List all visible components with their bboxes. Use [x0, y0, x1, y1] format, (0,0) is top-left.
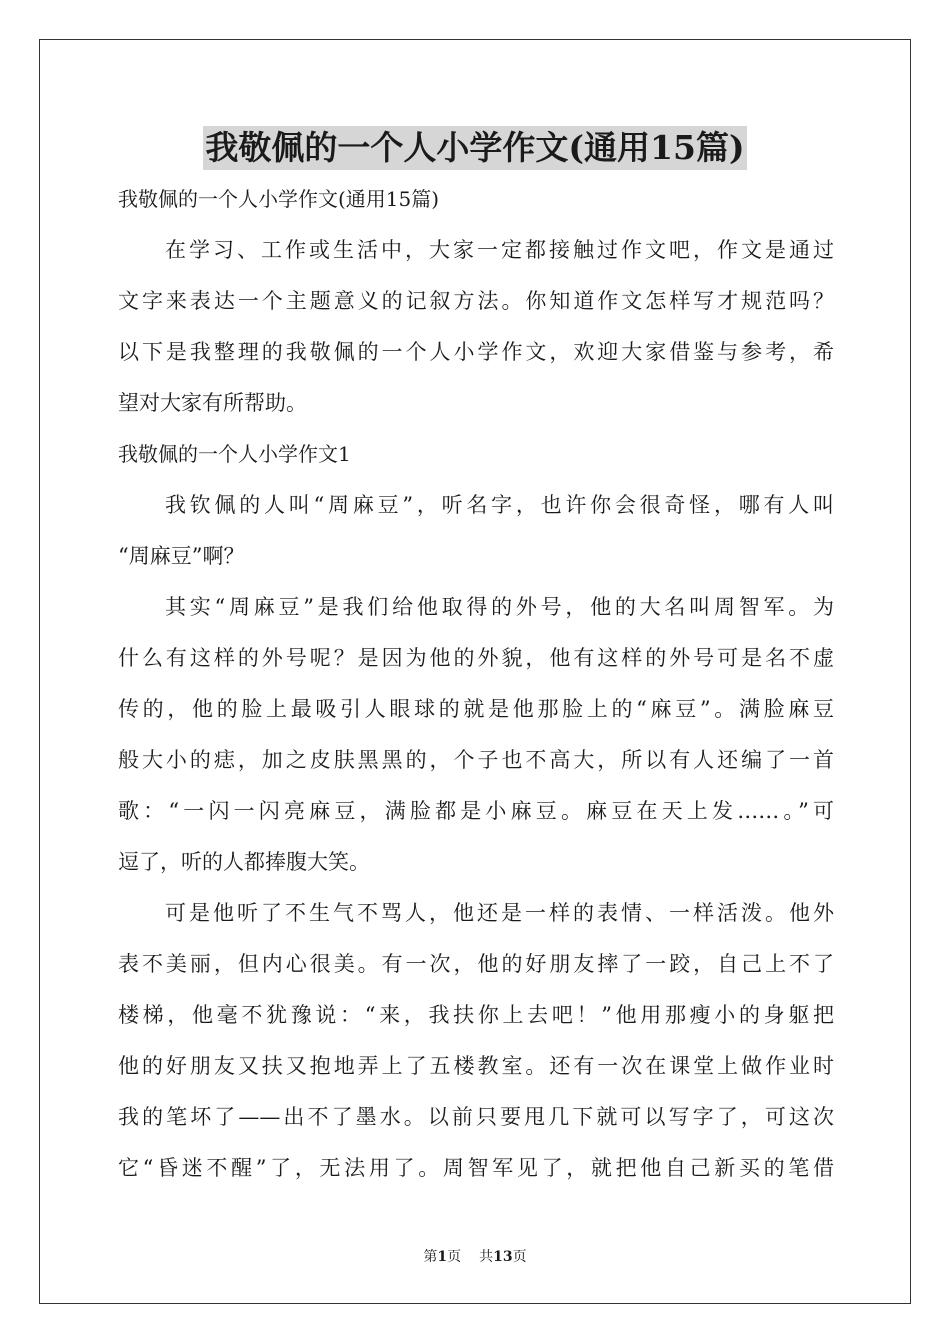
- page-prefix: 第: [423, 1249, 438, 1265]
- subtitle-line: 我敬佩的一个人小学作文(通用15篇): [118, 187, 440, 211]
- paragraph-line: 可是他听了不生气不骂人，他还是一样的表情、一样活泼。他外: [165, 901, 834, 925]
- total-suffix: 页: [512, 1249, 527, 1265]
- paragraph-line: 望对大家有所帮助。: [118, 391, 307, 415]
- paragraph-line: 在学习、工作或生活中，大家一定都接触过作文吧，作文是通过: [165, 238, 834, 262]
- paragraph-line: 我的笔坏了——出不了墨水。以前只要甩几下就可以写字了，可这次: [118, 1105, 834, 1129]
- total-pages: 13: [493, 1249, 513, 1265]
- paragraph-line: 文字来表达一个主题意义的记叙方法。你知道作文怎样写才规范吗？: [118, 289, 834, 313]
- paragraph-line: 楼梯，他毫不犹豫说：“来，我扶你上去吧！”他用那瘦小的身躯把: [118, 1003, 834, 1027]
- section-heading: 我敬佩的一个人小学作文1: [118, 442, 351, 466]
- paragraph-line: 他的好朋友又扶又抱地弄上了五楼教室。还有一次在课堂上做作业时: [118, 1054, 834, 1078]
- total-prefix: 共: [479, 1249, 494, 1265]
- paragraph-line: “周麻豆”啊？: [118, 544, 245, 568]
- paragraph-line: 它“昏迷不醒”了，无法用了。周智军见了，就把他自己新买的笔借: [118, 1156, 834, 1180]
- paragraph-line: 般大小的痣，加之皮肤黑黑的，个子也不高大，所以有人还编了一首: [118, 748, 834, 772]
- document-title: 我敬佩的一个人小学作文(通用15篇): [203, 126, 746, 170]
- page-number: 1: [437, 1249, 448, 1265]
- paragraph-line: 逗了，听的人都捧腹大笑。: [118, 850, 370, 874]
- title-area: [0, 126, 950, 170]
- page-suffix: 页: [447, 1249, 462, 1265]
- paragraph-line: 其实“周麻豆”是我们给他取得的外号，他的大名叫周智军。为: [165, 595, 834, 619]
- paragraph-line: 什么有这样的外号呢？是因为他的外貌，他有这样的外号可是名不虚: [118, 646, 834, 670]
- paragraph-line: 传的，他的脸上最吸引人眼球的就是他那脸上的“麻豆”。满脸麻豆: [118, 697, 834, 721]
- paragraph-line: 表不美丽，但内心很美。有一次，他的好朋友摔了一跤，自己上不了: [118, 952, 834, 976]
- document-body: [118, 180, 834, 1200]
- paragraph-line: 以下是我整理的我敬佩的一个人小学作文，欢迎大家借鉴与参考，希: [118, 340, 834, 364]
- paragraph-line: 歌：“一闪一闪亮麻豆，满脸都是小麻豆。麻豆在天上发……。”可: [118, 799, 834, 823]
- page-footer: [0, 1247, 950, 1267]
- paragraph-line: 我钦佩的人叫“周麻豆”，听名字，也许你会很奇怪，哪有人叫: [165, 493, 834, 517]
